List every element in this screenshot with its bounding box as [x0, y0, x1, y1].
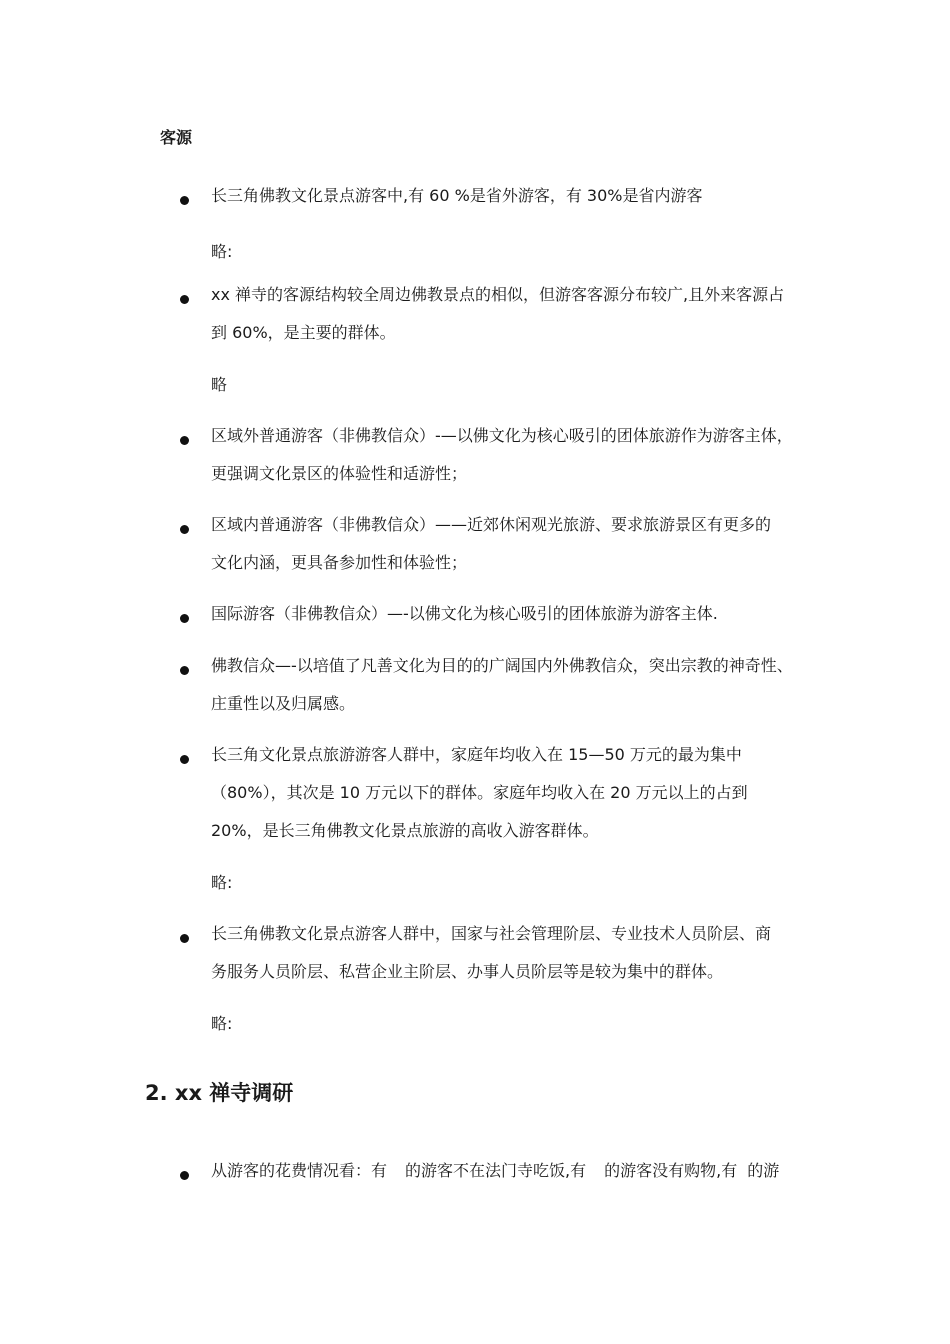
note-text: 略: — [211, 1014, 233, 1033]
list-item-text: 国际游客（非佛教信众）—-以佛文化为核心吸引的团体旅游为游客主体. — [211, 604, 718, 623]
bullet-icon — [180, 436, 189, 445]
bullet-icon — [180, 614, 189, 623]
bullet-icon — [180, 196, 189, 205]
note-text: 略: — [211, 873, 233, 892]
list-item-text: 长三角文化景点旅游游客人群中，家庭年均收入在 15—50 万元的最为集中 （80%），其次是 10 万元以下的群体。家庭年均收入在 20 万元以上的占到 20%，是长三角佛教文化景点旅游的高收入游客群体。 — [211, 745, 748, 840]
list-item-text: 区域外普通游客（非佛教信众）-—以佛文化为核心吸引的团体旅游作为游客主体， 更强调文化景区的体验性和适游性； — [211, 426, 793, 483]
list-item-text: 佛教信众—-以培值了凡善文化为目的的广阔国内外佛教信众，突出宗教的神奇性、 庄重性以及归属感。 — [211, 656, 793, 713]
note-text: 略 — [211, 375, 228, 394]
section-heading-kehuan: 客源 — [160, 128, 193, 147]
section-title: 2. xx 禅寺调研 — [145, 1081, 294, 1105]
list-item-text: 从游客的花费情况看：有 的游客不在法门寺吃饭,有 的游客没有购物,有 的游 — [211, 1161, 780, 1180]
bullet-icon — [180, 295, 189, 304]
bullet-icon — [180, 755, 189, 764]
bullet-icon — [180, 525, 189, 534]
bullet-icon — [180, 1171, 189, 1180]
note-text: 略: — [211, 242, 233, 261]
bullet-icon — [180, 666, 189, 675]
list-item-text: 长三角佛教文化景点游客人群中，国家与社会管理阶层、专业技术人员阶层、商 务服务人员阶层、私营企业主阶层、办事人员阶层等是较为集中的群体。 — [211, 924, 772, 981]
list-item-text: xx 禅寺的客源结构较全周边佛教景点的相似，但游客客源分布较广,且外来客源占 到 60%，是主要的群体。 — [211, 285, 785, 342]
list-item-text: 长三角佛教文化景点游客中,有 60 %是省外游客，有 30%是省内游客 — [211, 186, 703, 205]
list-item-text: 区域内普通游客（非佛教信众）——近郊休闲观光旅游、要求旅游景区有更多的 文化内涵，更具备参加性和体验性； — [211, 515, 772, 572]
bullet-icon — [180, 934, 189, 943]
